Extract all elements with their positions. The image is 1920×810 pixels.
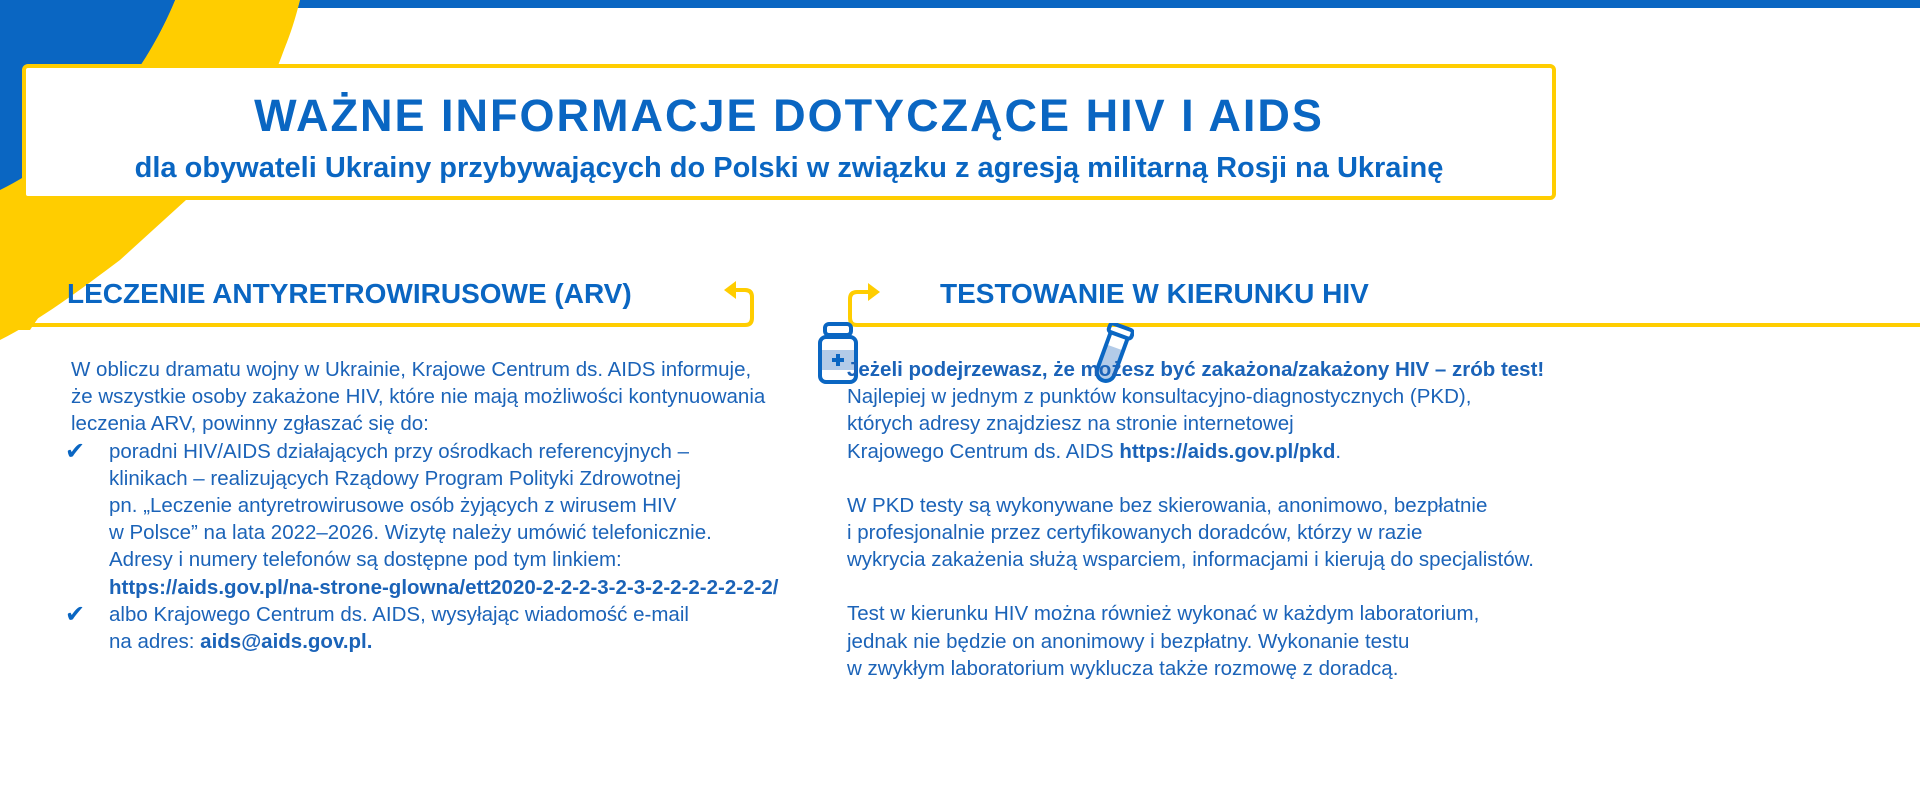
checkmark-icon: ✔ (65, 437, 86, 465)
text-line: że wszystkie osoby zakażone HIV, które nie mają możliwości kontynuowania (71, 385, 766, 409)
text-line: . (1335, 439, 1342, 463)
text-line: W PKD testy są wykonywane bez skierowania, anonimowo, bezpłatnie (847, 493, 1488, 517)
section-heading-testing: TESTOWANIE W KIERUNKU HIV (940, 278, 1369, 309)
arrow-left-icon (724, 281, 736, 299)
email-link[interactable]: aids@aids.gov.pl. (200, 630, 373, 654)
checkmark-icon: ✔ (65, 600, 86, 628)
text-line: wykrycia zakażenia służą wsparciem, informacjami i kierują do specjalistów. (847, 548, 1535, 572)
text-line: Jeżeli podejrzewasz, że możesz być zakażona/zakażony HIV – zrób test! (847, 358, 1545, 381)
text-line: pn. „Leczenie antyretrowirusowe osób żyjących z wirusem HIV (109, 494, 677, 518)
list-item (65, 600, 811, 655)
text-line: Krajowego Centrum ds. AIDS (847, 439, 1120, 463)
testing-section-body (847, 356, 1907, 682)
text-line: na adres: (109, 630, 201, 654)
text-line: i profesjonalnie przez certyfikowanych doradców, którzy w razie (847, 521, 1423, 545)
text-line: klinikach – realizujących Rządowy Program Polityki Zdrowotnej (109, 466, 681, 490)
text-line: jednak nie będzie on anonimowy i bezpłatny. Wykonanie testu (847, 629, 1410, 653)
arrow-right-icon (868, 283, 880, 301)
title-box (22, 64, 1556, 200)
text-line: których adresy znajdziesz na stronie internetowej (847, 412, 1294, 436)
list-item (65, 437, 811, 601)
pkd-link[interactable]: https://aids.gov.pl/pkd (1119, 439, 1336, 463)
text-line: leczenia ARV, powinny zgłaszać się do: (71, 412, 429, 436)
page-title: WAŻNE INFORMACJE DOTYCZĄCE HIV I AIDS (254, 90, 1324, 141)
clinic-list (65, 437, 811, 656)
text-line: Adresy i numery telefonów są dostępne pod tym linkiem: (109, 548, 622, 572)
text-line: Najlepiej w jednym z punktów konsultacyjno-diagnostycznych (PKD), (847, 385, 1472, 409)
arv-section-body (65, 356, 811, 655)
text-line: W obliczu dramatu wojny w Ukrainie, Krajowe Centrum ds. AIDS informuje, (71, 358, 752, 381)
page-subtitle: dla obywateli Ukrainy przybywających do Polski w związku z agresją militarną Rosji na Ukrainę (134, 152, 1444, 184)
text-line: w zwykłym laboratorium wyklucza także rozmowę z doradcą. (847, 656, 1399, 680)
section-heading-arv: LECZENIE ANTYRETROWIRUSOWE (ARV) (67, 278, 632, 309)
text-line: albo Krajowego Centrum ds. AIDS, wysyłając wiadomość e-mail (109, 602, 689, 626)
clinics-link[interactable]: https://aids.gov.pl/na-strone-glowna/ett2020-2-2-2-3-2-3-2-2-2-2-2-2-2/ (109, 575, 779, 599)
text-line: Test w kierunku HIV można również wykonać w każdym laboratorium, (847, 602, 1480, 626)
text-line: w Polsce” na lata 2022–2026. Wizytę należy umówić telefonicznie. (109, 521, 712, 545)
text-line: poradni HIV/AIDS działających przy ośrodkach referencyjnych – (109, 439, 689, 463)
